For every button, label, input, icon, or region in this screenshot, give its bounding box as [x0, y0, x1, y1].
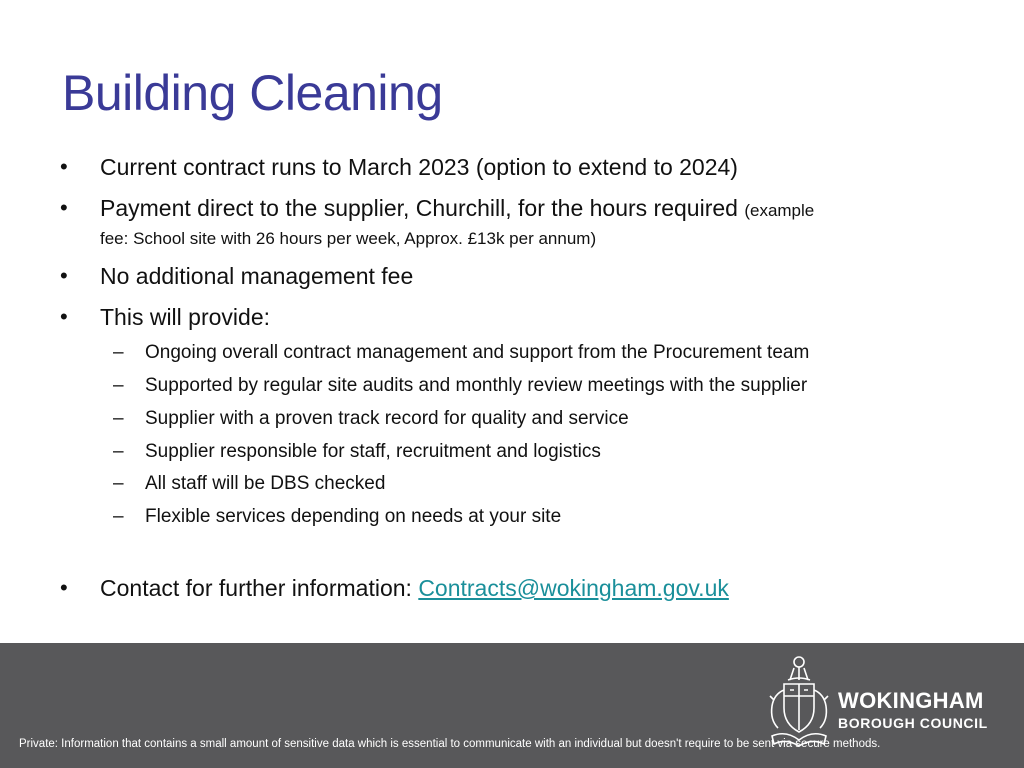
sub-bullet-marker: – [113, 375, 124, 396]
sub-bullet-text: Ongoing overall contract management and support from the Procurement team [145, 342, 810, 363]
bullet-marker: • [60, 195, 68, 220]
sub-bullet-text: All staff will be DBS checked [145, 473, 386, 494]
contact-text [100, 575, 729, 602]
sub-bullet-text: Supported by regular site audits and monthly review meetings with the supplier [145, 375, 808, 396]
sub-bullet-text: Supplier responsible for staff, recruitment and logistics [145, 441, 601, 462]
bullet-main-text: Payment direct to the supplier, Churchill, for the hours required [100, 195, 738, 221]
bullet-text: No additional management fee [100, 263, 414, 289]
sub-bullet-marker: – [113, 506, 124, 527]
logo-subtitle: BOROUGH COUNCIL [838, 715, 988, 731]
bullet-marker: • [60, 575, 68, 600]
slide-title: Building Cleaning [62, 65, 443, 121]
council-logo-text [838, 688, 988, 732]
bullet-text: This will provide: [100, 304, 270, 330]
bullet-marker: • [60, 304, 68, 329]
sub-bullet-text: Flexible services depending on needs at your site [145, 506, 562, 527]
contact-email-link[interactable]: Contracts@wokingham.gov.uk [418, 575, 729, 601]
bullet-text [100, 195, 814, 222]
sub-bullet-marker: – [113, 473, 124, 494]
logo-name: WOKINGHAM [838, 688, 984, 713]
sub-bullet-marker: – [113, 408, 124, 429]
privacy-note: Private: Information that contains a small amount of sensitive data which is essential to communicate with an individual but doesn't require to be sent via secure methods. [19, 738, 881, 750]
contact-label: Contact for further information: [100, 575, 419, 601]
bullet-marker: • [60, 154, 68, 179]
sub-bullet-marker: – [113, 441, 124, 462]
sub-bullet-marker: – [113, 342, 124, 363]
bullet-continuation: fee: School site with 26 hours per week, Approx. £13k per annum) [100, 229, 597, 248]
bullet-text: Current contract runs to March 2023 (option to extend to 2024) [100, 154, 738, 180]
bullet-marker: • [60, 263, 68, 288]
sub-bullet-text: Supplier with a proven track record for quality and service [145, 408, 629, 429]
bullet-small-text: (example [744, 201, 815, 220]
